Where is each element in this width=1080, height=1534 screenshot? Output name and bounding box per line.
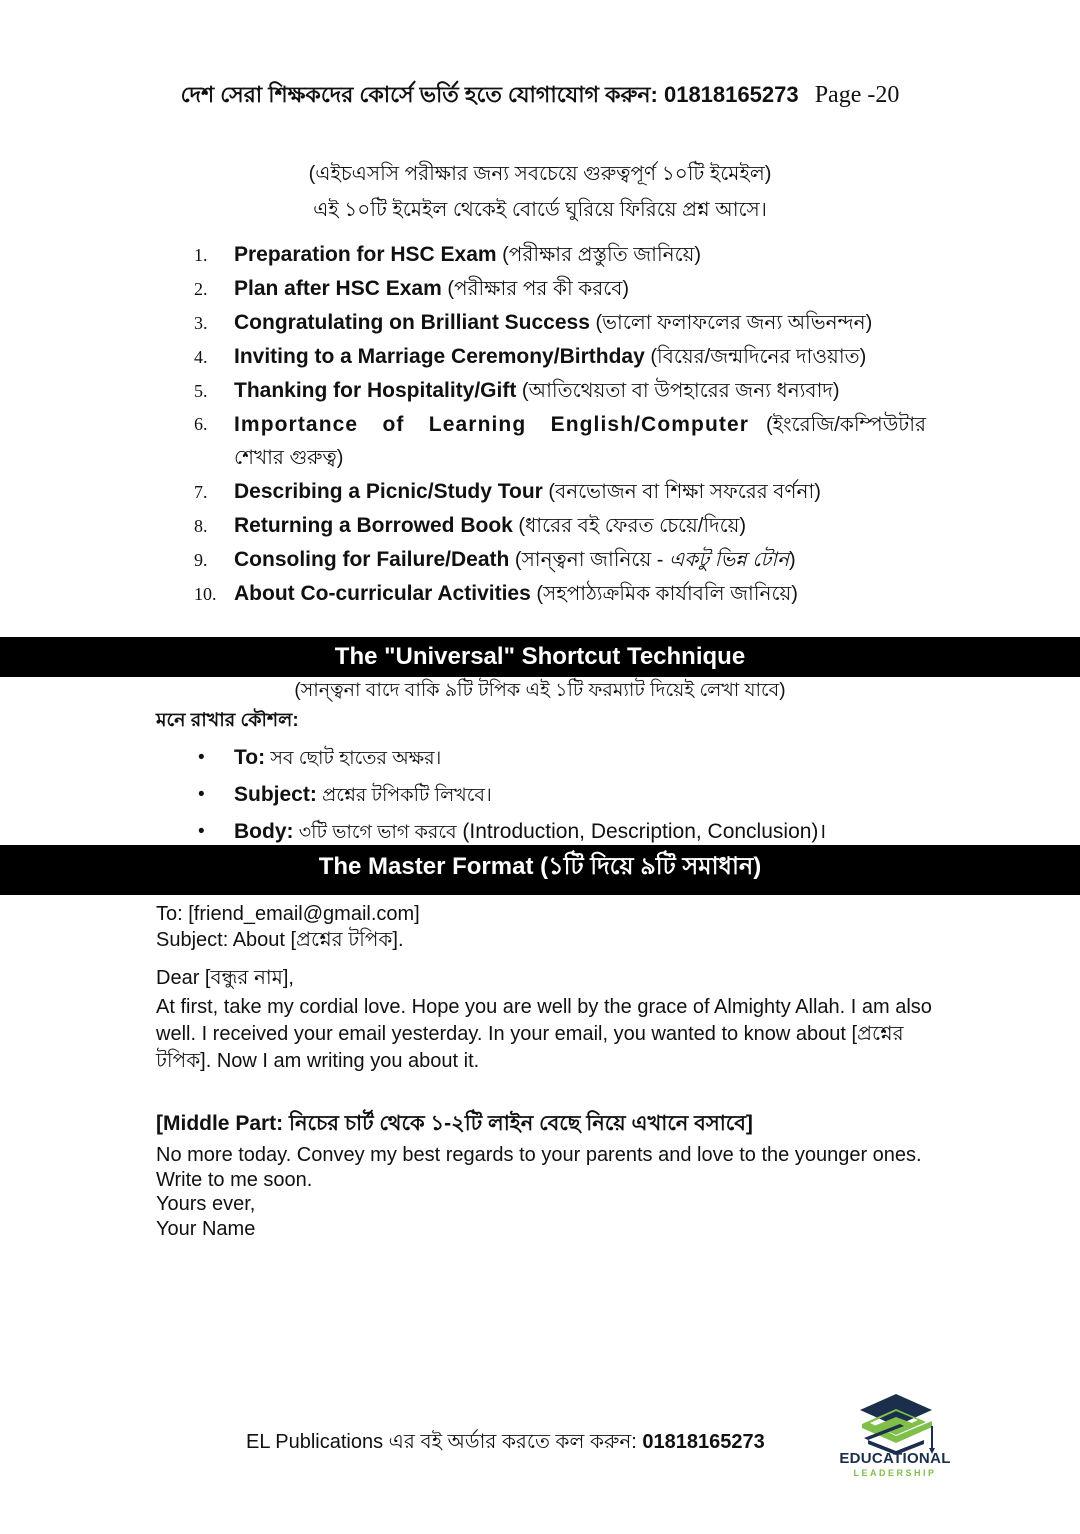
topic-item [194,408,926,475]
topic-number: 8. [194,516,208,536]
logo-line-2: LEADERSHIP [853,1468,937,1478]
topic-title-bn: (সান্ত্বনা জানিয়ে - [514,549,669,571]
tip-label: Subject: [234,783,317,806]
tip-text: সব ছোট হাতের অক্ষর। [265,748,442,769]
intro-block [0,156,1080,228]
tip-label: Body: [234,820,294,843]
topic-item [194,238,926,272]
topic-title-en: Importance of Learning English/Computer [234,413,750,436]
topic-title-bn: (বনভোজন বা শিক্ষা সফরের বর্ণনা) [548,481,821,503]
letter-intro-paragraph [156,994,936,1075]
mnemonic-tips [194,740,914,851]
tip-item [194,740,914,777]
topic-title-en: Inviting to a Marriage Ceremony/Birthday [234,345,645,368]
intro-line-1: (এইচএসসি পরীক্ষার জন্য সবচেয়ে গুরুত্বপূর্ণ ১০টি ইমেইল) [308,163,772,185]
topic-title-en: Plan after HSC Exam [234,277,442,300]
tip-item [194,777,914,814]
topic-title-bn: (আতিথেয়তা বা উপহারের জন্য ধন্যবাদ) [521,380,840,402]
topic-number: 10. [194,584,217,604]
topic-number: 4. [194,347,208,367]
letter-closing-block [156,1143,936,1241]
footer-phone: 01818165273 [642,1431,765,1453]
letter-to: To: [friend_email@gmail.com] [156,903,420,925]
topic-item [194,543,926,577]
topic-title-en: Thanking for Hospitality/Gift [234,379,517,402]
topic-tone-note: একটু ভিন্ন টোন [669,549,790,571]
logo-wordmark [820,1450,970,1478]
intro-line-2: এই ১০টি ইমেইল থেকেই বোর্ডে ঘুরিয়ে ফিরিয়ে প্রশ্ন আসে। [313,199,767,221]
footer-text: EL Publications এর বই অর্ডার করতে কল করুন: [246,1431,643,1453]
universal-technique-note: (সান্ত্বনা বাদে বাকি ৯টি টপিক এই ১টি ফরম্যাট দিয়েই লেখা যাবে) [294,680,786,701]
topic-title-en: Describing a Picnic/Study Tour [234,480,543,503]
topic-title-en: Preparation for HSC Exam [234,243,497,266]
letter-intro-end: . Now I am writing you about it. [205,1050,480,1072]
topic-title-bn: (পরীক্ষার পর কী করবে) [447,278,630,300]
topic-number: 6. [194,414,208,434]
page-footer [246,1428,765,1456]
letter-salutation: Dear [বন্ধুর নাম], [156,967,294,989]
topic-title-bn: (সহপাঠ্যক্রমিক কার্যাবলি জানিয়ে) [536,583,798,605]
email-topic-list [194,238,926,611]
bullet-icon: • [198,747,205,768]
tip-text-en: (Introduction, Description, Conclusion)। [456,820,827,843]
letter-sign-off: Yours ever, [156,1193,256,1215]
topic-number: 7. [194,482,208,502]
topic-title-en: About Co-curricular Activities [234,582,531,605]
letter-signature-name: Your Name [156,1217,256,1240]
topic-title-en: Congratulating on Brilliant Success [234,311,590,334]
topic-title-en: Consoling for Failure/Death [234,548,510,571]
page-number: Page -20 [814,82,900,108]
topic-title-bn-end: ) [789,549,796,571]
master-format-banner: The Master Format (১টি দিয়ে ৯টি সমাধান) [0,845,1080,895]
letter-middle-part: [Middle Part: নিচের চার্ট থেকে ১-২টি লাইন বেছে নিয়ে এখানে বসাবে] [156,1112,753,1135]
tip-label: To: [234,746,266,769]
topic-number: 3. [194,313,208,333]
letter-header-block [156,901,936,953]
tip-text: ৩টি ভাগে ভাগ করবে [293,822,457,843]
topic-title-bn: (পরীক্ষার প্রস্তুতি জানিয়ে) [502,244,702,266]
topic-number: 5. [194,381,208,401]
topic-title-bn: (ভালো ফলাফলের জন্য অভিনন্দন) [595,312,873,334]
topic-title-bn: (ধারের বই ফেরত চেয়ে/দিয়ে) [518,515,747,537]
letter-intro-text: At first, take my cordial love. Hope you are well by the grace of Almighty Allah. I am also well. I received your email yesterday. In your email, you wanted to know about [156,996,932,1045]
bullet-icon: • [198,784,205,805]
topic-number: 1. [194,245,208,265]
topic-item [194,475,926,509]
topic-item [194,374,926,408]
letter-subject: Subject: About [প্রশ্নের টপিক]. [156,929,404,951]
universal-technique-banner: The "Universal" Shortcut Technique [0,637,1080,677]
topic-item [194,340,926,374]
bullet-icon: • [198,821,205,842]
topic-title-bn: (বিয়ের/জন্মদিনের দাওয়াত) [650,346,867,368]
topic-title-bn: (ইংরেজি/কম্পিউটার শেখার গুরুত্ব) [234,414,926,469]
topic-number: 2. [194,279,208,299]
topic-item [194,272,926,306]
letter-closing: No more today. Convey my best regards to your parents and love to the younger ones. Write to me soon. [156,1144,922,1191]
header-contact-text: দেশ সেরা শিক্ষকদের কোর্সে ভর্তি হতে যোগাযোগ করুন: 01818165273 [180,82,799,107]
topic-item [194,577,926,611]
topic-number: 9. [194,550,208,570]
topic-title-en: Returning a Borrowed Book [234,514,513,537]
page-header [0,78,1080,115]
topic-item [194,509,926,543]
tip-text: প্রশ্নের টপিকটি লিখবে। [316,785,492,806]
topic-item [194,306,926,340]
logo-line-1: EDUCATIONAL [839,1450,951,1467]
letter-topic-placeholder: [প্রশ্নের টপিক] [156,1023,904,1072]
mnemonic-heading: মনে রাখার কৌশল: [156,710,299,731]
